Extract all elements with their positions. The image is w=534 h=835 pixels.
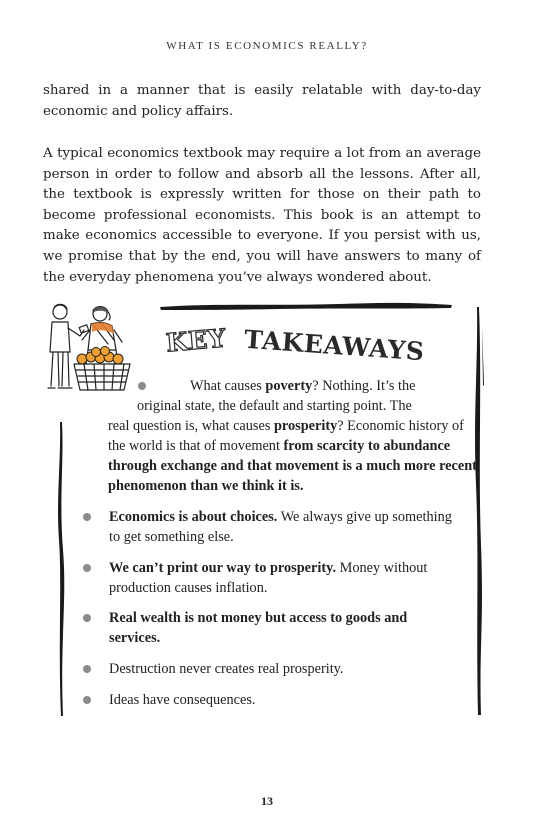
bullet-icon [138, 382, 146, 390]
title-word-takeaways: TAKEAWAYS [243, 324, 426, 367]
body-paragraph-2: A typical economics textbook may require a lot from an average person in order to follow and absorb all the lessons. After all, the textbook is expressly written for those on their path to become professional economists. This book is an attempt to make economics accessible to everyone. If you persist with us, we promise that by the end, you will have answers to many of the everyday phenomena you’ve always wondered about. [43, 146, 481, 285]
running-head: WHAT IS ECONOMICS REALLY? [166, 40, 368, 52]
takeaway-item-real-wealth: Real wealth is not money but access to goods and services. [109, 608, 459, 648]
takeaway-item-poverty: What causes poverty? Nothing. It’s the original state, the default and starting point. The real question is, what causes prosperity? Economic history of the world is that of movement from scarcity to abundance through exchange and that movement is a much more recent phenomenon than we think it is. [108, 378, 477, 494]
brush-stroke-left [55, 420, 69, 718]
page-number: 13 [261, 794, 273, 808]
title-word-key: KEY [164, 323, 228, 358]
bullet-icon [83, 513, 91, 521]
takeaway-item-destruction: Destruction never creates real prosperity. [109, 659, 459, 679]
takeaway-item-printing-money: We can’t print our way to prosperity. Money without production causes inflation. [109, 558, 459, 598]
bullet-icon [83, 665, 91, 673]
brush-stroke-right [473, 305, 487, 717]
bullet-icon [83, 564, 91, 572]
takeaway-item-ideas: Ideas have consequences. [109, 690, 459, 710]
market-vendor-illustration [38, 300, 136, 395]
bullet-icon [83, 614, 91, 622]
brush-stroke-top [158, 300, 454, 312]
key-takeaways-title [164, 323, 426, 367]
takeaway-item-choices: Economics is about choices. We always give up something to get something else. [109, 507, 459, 547]
body-paragraph-1: shared in a manner that is easily relatable with day-to-day economic and policy affairs. [43, 83, 481, 119]
bullet-icon [83, 696, 91, 704]
